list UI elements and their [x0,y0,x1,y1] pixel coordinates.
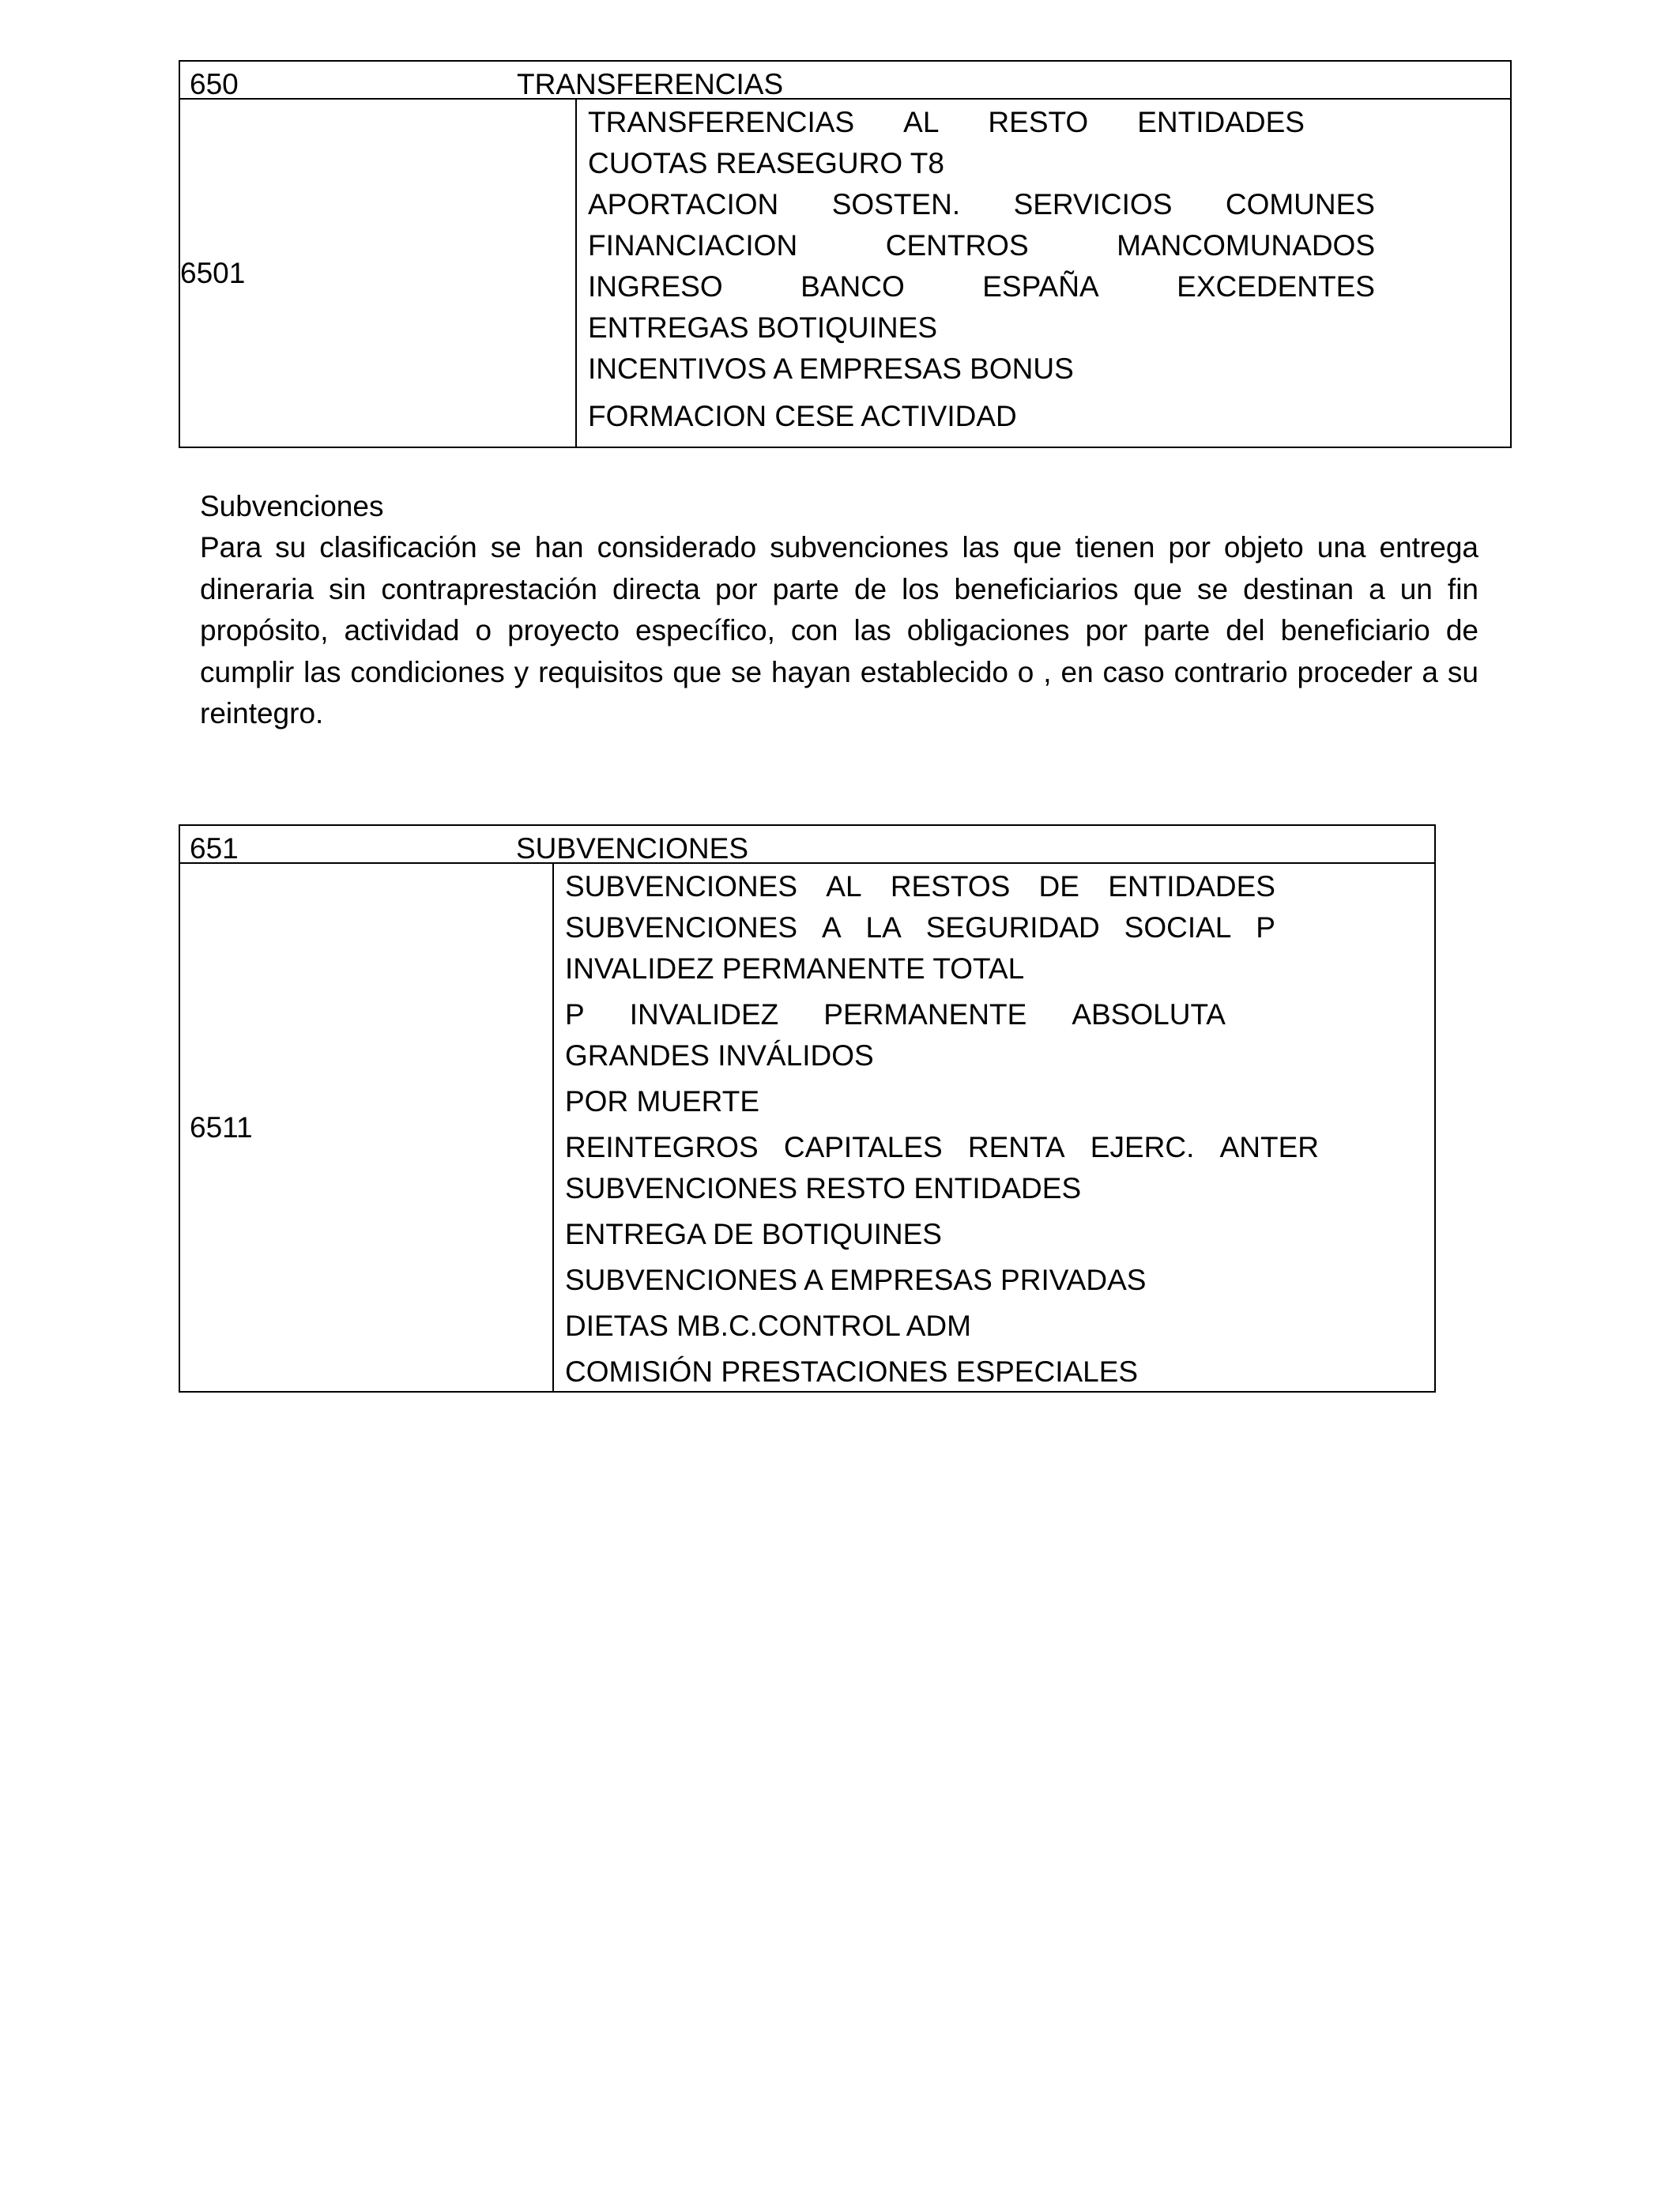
list-item: ENTREGA DE BOTIQUINES [565,1218,942,1250]
list-item: DIETAS MB.C.CONTROL ADM [565,1310,971,1342]
list-item: CUOTAS REASEGURO T8 [588,147,944,179]
account-title: TRANSFERENCIAS [517,68,784,100]
subaccount-code: 6501 [180,256,246,289]
subvenciones-description [200,486,1478,735]
subvenciones-table [179,824,1436,1393]
account-code: 651 [190,832,239,865]
list-item: INGRESO BANCO ESPAÑA EXCEDENTES [588,270,1375,303]
list-item: ENTREGAS BOTIQUINES [588,311,938,344]
table-header [180,62,1510,100]
transferencias-table [179,60,1512,448]
account-code: 650 [190,68,239,100]
section-heading: Subvenciones [200,490,384,522]
list-item: POR MUERTE [565,1085,760,1118]
list-item: SUBVENCIONES AL RESTOS DE ENTIDADES [565,870,1275,903]
list-item: P INVALIDEZ PERMANENTE ABSOLUTA [565,998,1226,1031]
list-item: REINTEGROS CAPITALES RENTA EJERC. ANTER [565,1131,1319,1163]
list-item: INVALIDEZ PERMANENTE TOTAL [565,952,1025,985]
list-item: COMISIÓN PRESTACIONES ESPECIALES [565,1355,1139,1388]
table-header [180,826,1434,864]
list-item: FINANCIACION CENTROS MANCOMUNADOS [588,229,1375,262]
list-item: APORTACION SOSTEN. SERVICIOS COMUNES [588,188,1375,221]
list-item: SUBVENCIONES A LA SEGURIDAD SOCIAL P [565,911,1275,944]
subcode-cell [180,100,577,447]
account-title: SUBVENCIONES [516,832,749,865]
list-item: INCENTIVOS A EMPRESAS BONUS [588,352,1074,385]
section-paragraph: Para su clasificación se han considerado subvenciones las que tienen por objeto una entrega dineraria sin contraprestación directa por parte de los beneficiarios que se destinan a un fin propósito, actividad o proyecto específico, con las obligaciones por parte del beneficiario de cumplir las condiciones y requisitos que se hayan establecido o , en caso contrario proceder a su reintegro. [200,531,1478,729]
list-item: SUBVENCIONES RESTO ENTIDADES [565,1172,1082,1204]
subaccount-code: 6511 [190,1110,253,1144]
table-body [180,100,1510,447]
subcode-cell [180,864,554,1391]
list-item: TRANSFERENCIAS AL RESTO ENTIDADES [588,106,1305,138]
list-item: FORMACION CESE ACTIVIDAD [588,400,1017,432]
list-item: GRANDES INVÁLIDOS [565,1039,874,1072]
items-cell [577,100,1510,447]
list-item: SUBVENCIONES A EMPRESAS PRIVADAS [565,1264,1147,1296]
items-cell [554,864,1434,1391]
table-body [180,864,1434,1391]
